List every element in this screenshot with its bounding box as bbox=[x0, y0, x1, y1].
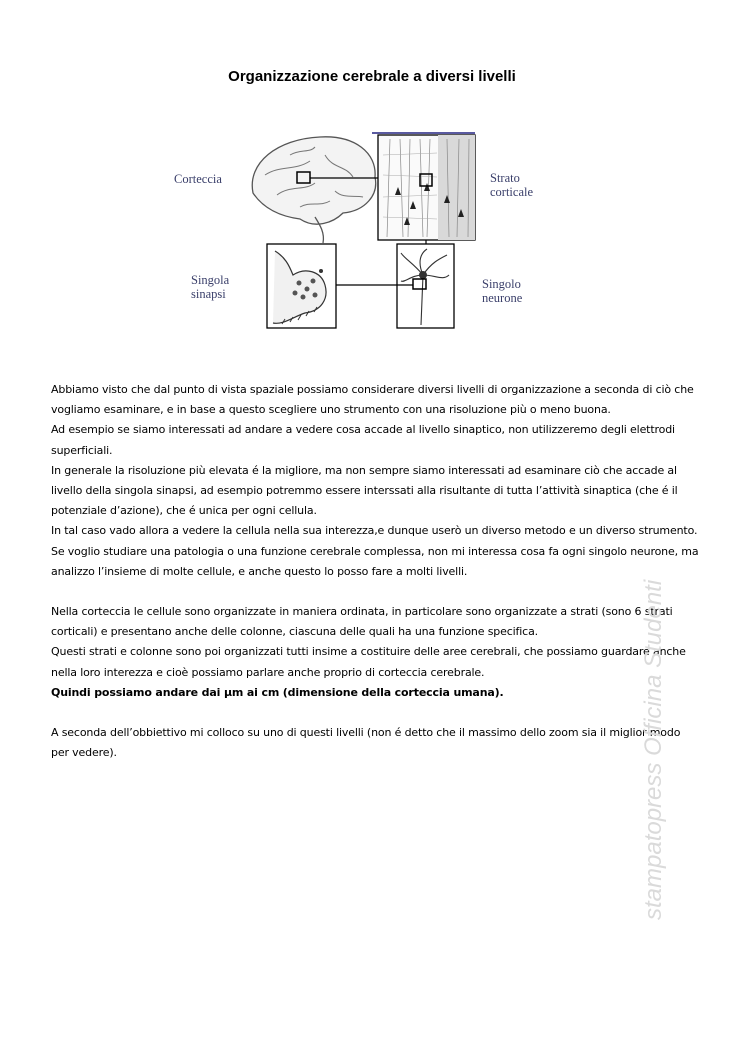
label-corteccia: Corteccia bbox=[174, 172, 222, 186]
label-neurone-line1: Singolo bbox=[482, 277, 521, 291]
page-title: Organizzazione cerebrale a diversi livelli bbox=[228, 68, 516, 85]
paragraph: Questi strati e colonne sono poi organizzati tutti insime a costituire delle aree cerebrali, che possiamo guardare anche nella loro interezza e cioè possiamo parlare anche proprio di corteccia cerebrale. bbox=[51, 645, 686, 679]
paragraph: In generale la risoluzione più elevata é la migliore, ma non sempre siamo interessati ad esaminare ciò che accade al livello della singola sinapsi, ad esempio potremmo essere interssati alla risultante di tutta l’attività sinaptica (che é il potenziale d’azione), che é unica per ogni cellula. bbox=[51, 463, 678, 518]
label-neurone-line2: neurone bbox=[482, 291, 523, 305]
label-sinapsi-line1: Singola bbox=[191, 273, 230, 287]
single-synapse-panel bbox=[267, 244, 336, 328]
paragraph: Abbiamo visto che dal punto di vista spaziale possiamo considerare diversi livelli di organizzazione a seconda di ciò che vogliamo esaminare, e in base a questo scegliere uno strumento con una risoluzione più o meno buona. bbox=[51, 383, 694, 417]
label-strato-line1: Strato bbox=[490, 171, 520, 185]
watermark: stampatopress Officina Studenti bbox=[640, 579, 667, 920]
paragraph-spacer bbox=[51, 703, 701, 723]
body-text bbox=[51, 380, 701, 763]
brain-levels-diagram bbox=[165, 125, 555, 340]
paragraph: Nella corteccia le cellule sono organizzate in maniera ordinata, in particolare sono organizzate a strati (sono 6 strati corticali) e presentano anche delle colonne, ciascuna delle quali ha una funzione specifica. bbox=[51, 605, 673, 639]
paragraph: A seconda dell’obbiettivo mi colloco su uno di questi livelli (non é detto che il massimo dello zoom sia il miglior modo per vedere). bbox=[51, 726, 681, 760]
label-strato-line2: corticale bbox=[490, 185, 534, 199]
brain-levels-figure bbox=[165, 125, 555, 340]
paragraph: In tal caso vado allora a vedere la cellula nella sua interezza,e dunque userò un diverso metodo e un diverso strumento. bbox=[51, 524, 698, 538]
brain-illustration bbox=[252, 137, 375, 243]
paragraph: Ad esempio se siamo interessati ad andare a vedere cosa accade al livello sinaptico, non utilizzeremo degli elettrodi superficiali. bbox=[51, 423, 675, 457]
paragraph: Se voglio studiare una patologia o una funzione cerebrale complessa, non mi interessa cosa fa ogni singolo neurone, ma analizzo l’insieme di molte cellule, e anche questo lo posso fare a molti livelli. bbox=[51, 544, 699, 578]
paragraph-spacer bbox=[51, 582, 701, 602]
label-sinapsi-line2: sinapsi bbox=[191, 287, 226, 301]
bold-paragraph: Quindi possiamo andare dai µm ai cm (dimensione della corteccia umana). bbox=[51, 685, 504, 699]
